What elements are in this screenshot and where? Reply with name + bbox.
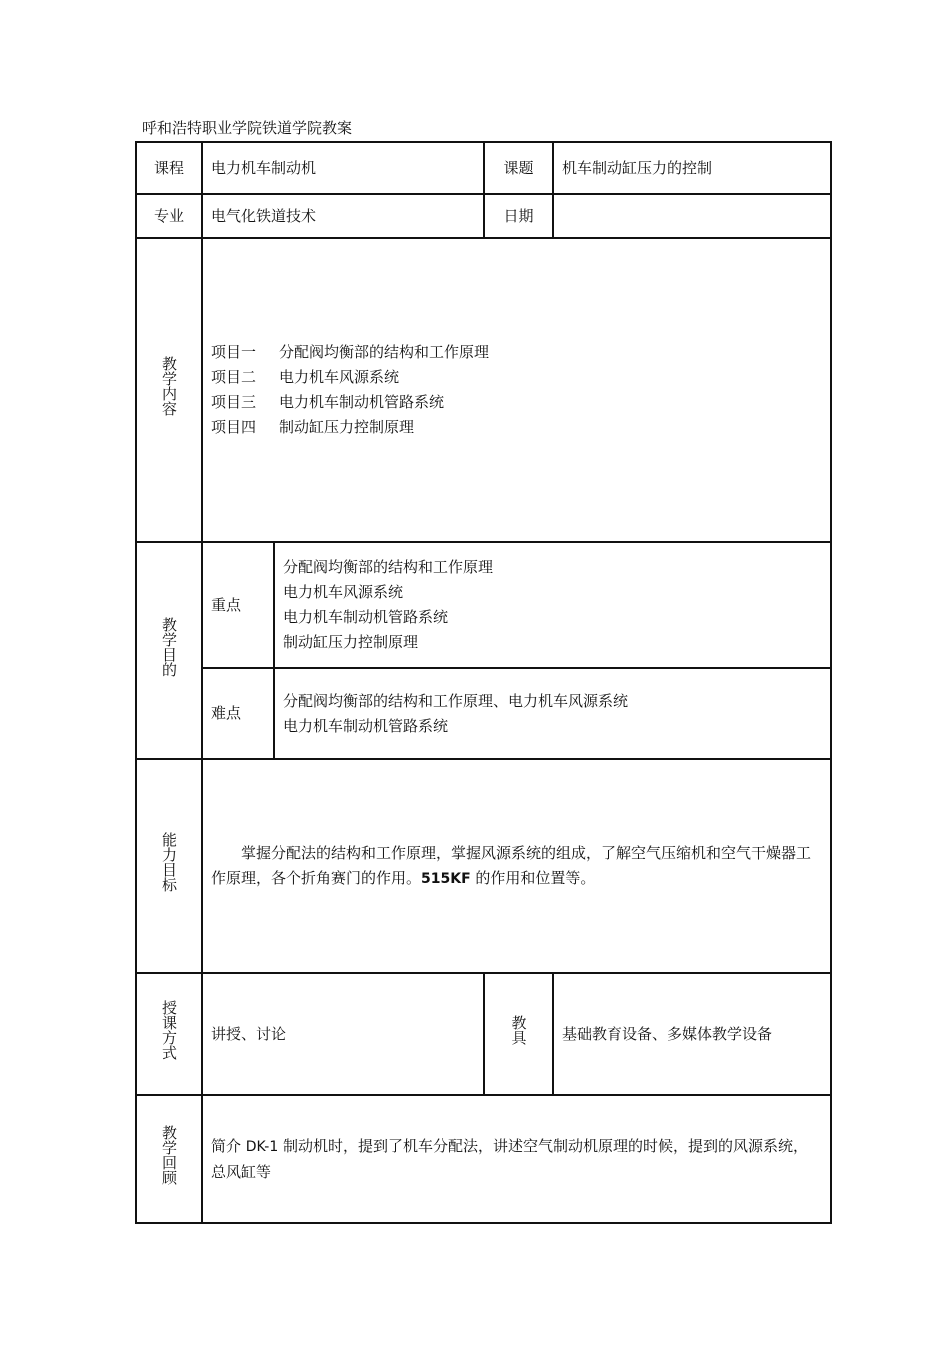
course-value: 电力机车制动机 [202,142,484,194]
list-item: 分配阀均衡部的结构和工作原理 [283,558,494,576]
list-item: 制动缸压力控制原理 [283,633,419,651]
lesson-plan-table [135,141,832,1224]
method-row [136,973,831,1095]
difficult-label: 难点 [202,668,274,759]
list-item: 电力机车风源系统 [283,583,404,601]
topic-value: 机车制动缸压力的控制 [553,142,831,194]
key-points-row [136,542,831,668]
major-value: 电气化铁道技术 [202,194,484,238]
course-row [136,142,831,194]
topic-label: 课题 [484,142,553,194]
major-label: 专业 [136,194,202,238]
ability-text: 掌握分配法的结构和工作原理，掌握风源系统的组成，了解空气压缩机和空气干燥器工作原理，各个折角赛门的作用。515KF 的作用和位置等。 [202,759,831,973]
list-item: 电力机车制动机管路系统 [283,716,449,735]
content-label: 教学内容 [160,356,178,416]
list-item: 电力机车制动机管路系统 [283,608,449,626]
tools-value: 基础教育设备、多媒体教学设备 [553,973,831,1095]
model-code: DK-1 [245,1138,279,1155]
method-value: 讲授、讨论 [202,973,484,1095]
major-row [136,194,831,238]
ability-row [136,759,831,973]
list-item: 项目一 分配阀均衡部的结构和工作原理 [211,343,490,361]
content-list [202,238,831,542]
component-code: 515KF [421,870,471,887]
course-label: 课程 [136,142,202,194]
list-item: 项目二 电力机车风源系统 [211,368,400,386]
tools-label: 教具 [509,1015,528,1045]
list-item: 项目四 制动缸压力控制原理 [211,418,415,436]
document-title: 呼和浩特职业学院铁道学院教案 [142,119,353,137]
objectives-label: 教学目的 [160,616,178,677]
review-row [136,1095,831,1223]
difficult-points-list [274,668,831,759]
method-label: 授课方式 [160,1000,178,1060]
date-label: 日期 [484,194,553,238]
difficult-points-row [136,668,831,759]
key-label: 重点 [202,542,274,668]
date-value [553,194,831,238]
content-row [136,238,831,542]
list-item: 分配阀均衡部的结构和工作原理、电力机车风源系统 [283,691,629,710]
ability-label: 能力目标 [160,832,178,892]
review-text: 简介 DK-1 制动机时，提到了机车分配法，讲述空气制动机原理的时候，提到的风源系统，总风缸等 [202,1095,831,1223]
list-item: 项目三 电力机车制动机管路系统 [211,393,445,411]
review-label: 教学回顾 [160,1125,178,1185]
key-points-list [274,542,831,668]
